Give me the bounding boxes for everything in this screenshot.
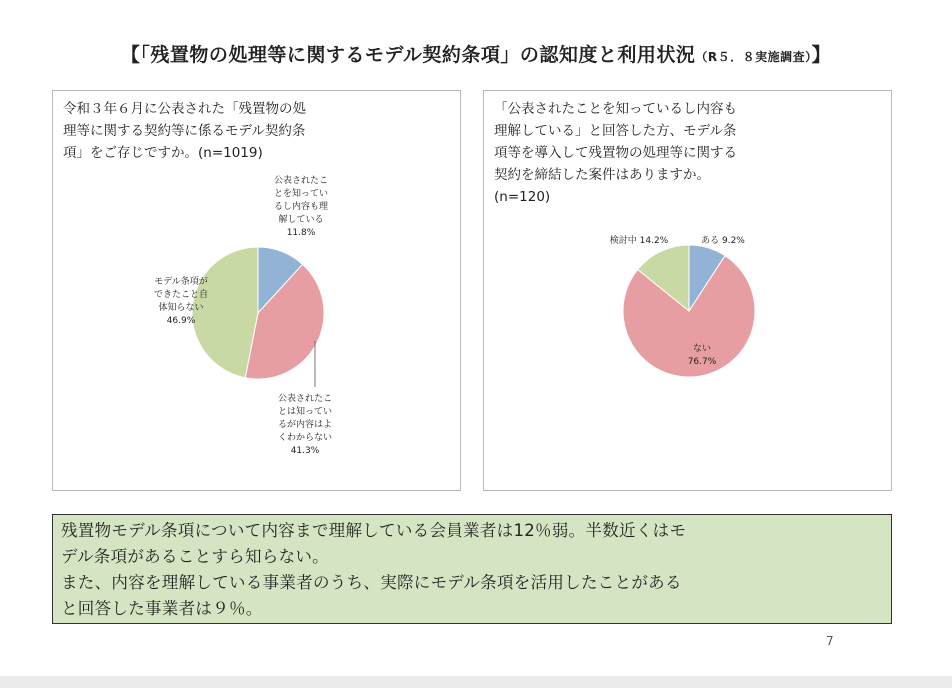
footer-strip <box>0 676 952 688</box>
slice-label-line: とは知ってい <box>277 407 333 417</box>
question-line: (n=120) <box>494 189 551 205</box>
slice-label-line: ない <box>692 344 712 354</box>
slice-data-label <box>274 174 328 238</box>
slice-label-line: るが内容はよ <box>277 420 333 430</box>
slice-data-label <box>278 392 332 456</box>
summary-line: また、内容を理解している事業者のうち、実際にモデル条項を活用したことがある <box>61 573 682 592</box>
usage-pie-chart <box>484 91 893 492</box>
slice-label-line: くわからない <box>277 433 333 443</box>
slice-label-line: とを知ってい <box>273 189 329 199</box>
page-number: 7 <box>826 634 834 648</box>
question-line: 項」をご存じですか。(n=1019) <box>63 145 263 161</box>
summary-line: デル条項があることすら知らない。 <box>61 547 329 566</box>
question-line: 「公表されたことを知っているし内容も <box>494 101 737 117</box>
summary-line: と回答した事業者は９％。 <box>61 599 263 618</box>
slice-label-line: 解している <box>278 215 324 225</box>
question-line: 理等に関する契約等に係るモデル契約条 <box>63 123 306 139</box>
slice-label-line: モデル条項が <box>154 277 208 287</box>
slice-label-line: るし内容も理 <box>273 202 329 212</box>
page-title <box>0 40 952 67</box>
title-main: 【「残置物の処理等に関するモデル契約条項」の認知度と利用状況 <box>120 44 696 66</box>
summary-line: 残置物モデル条項について内容まで理解している会員業者は12％弱。半数近くはモ <box>61 521 687 540</box>
slice-label-line: 76.7% <box>687 357 717 367</box>
question-line: 令和３年６月に公表された「残置物の処 <box>63 101 306 117</box>
slice-label-line: 41.3% <box>290 446 320 456</box>
usage-chart-panel <box>483 90 892 491</box>
question-line: 契約を締結した案件はありますか。 <box>494 167 710 183</box>
slice-label-line: 検討中 14.2% <box>609 236 669 246</box>
slice-label-line: 体知らない <box>158 303 204 313</box>
slice-label-line: できたこと自 <box>153 290 209 300</box>
summary-box <box>52 514 892 624</box>
slice-label-line: ある 9.2% <box>701 236 745 246</box>
awareness-chart-panel <box>52 90 461 491</box>
slice-label-line: 46.9% <box>166 316 196 326</box>
title-survey-note: （R５．８実施調査） <box>695 50 812 64</box>
slice-label-line: 11.8% <box>286 228 316 238</box>
question-line: 理解している」と回答した方、モデル条 <box>494 123 737 139</box>
question-line: 項等を導入して残置物の処理等に関する <box>494 145 737 161</box>
slice-data-label <box>701 235 745 246</box>
slice-label-line: 公表されたこ <box>273 176 329 186</box>
title-bracket-close: 】 <box>811 44 832 66</box>
slice-data-label <box>610 234 669 246</box>
slice-label-line: 公表されたこ <box>277 394 333 404</box>
awareness-pie-chart <box>53 91 462 492</box>
